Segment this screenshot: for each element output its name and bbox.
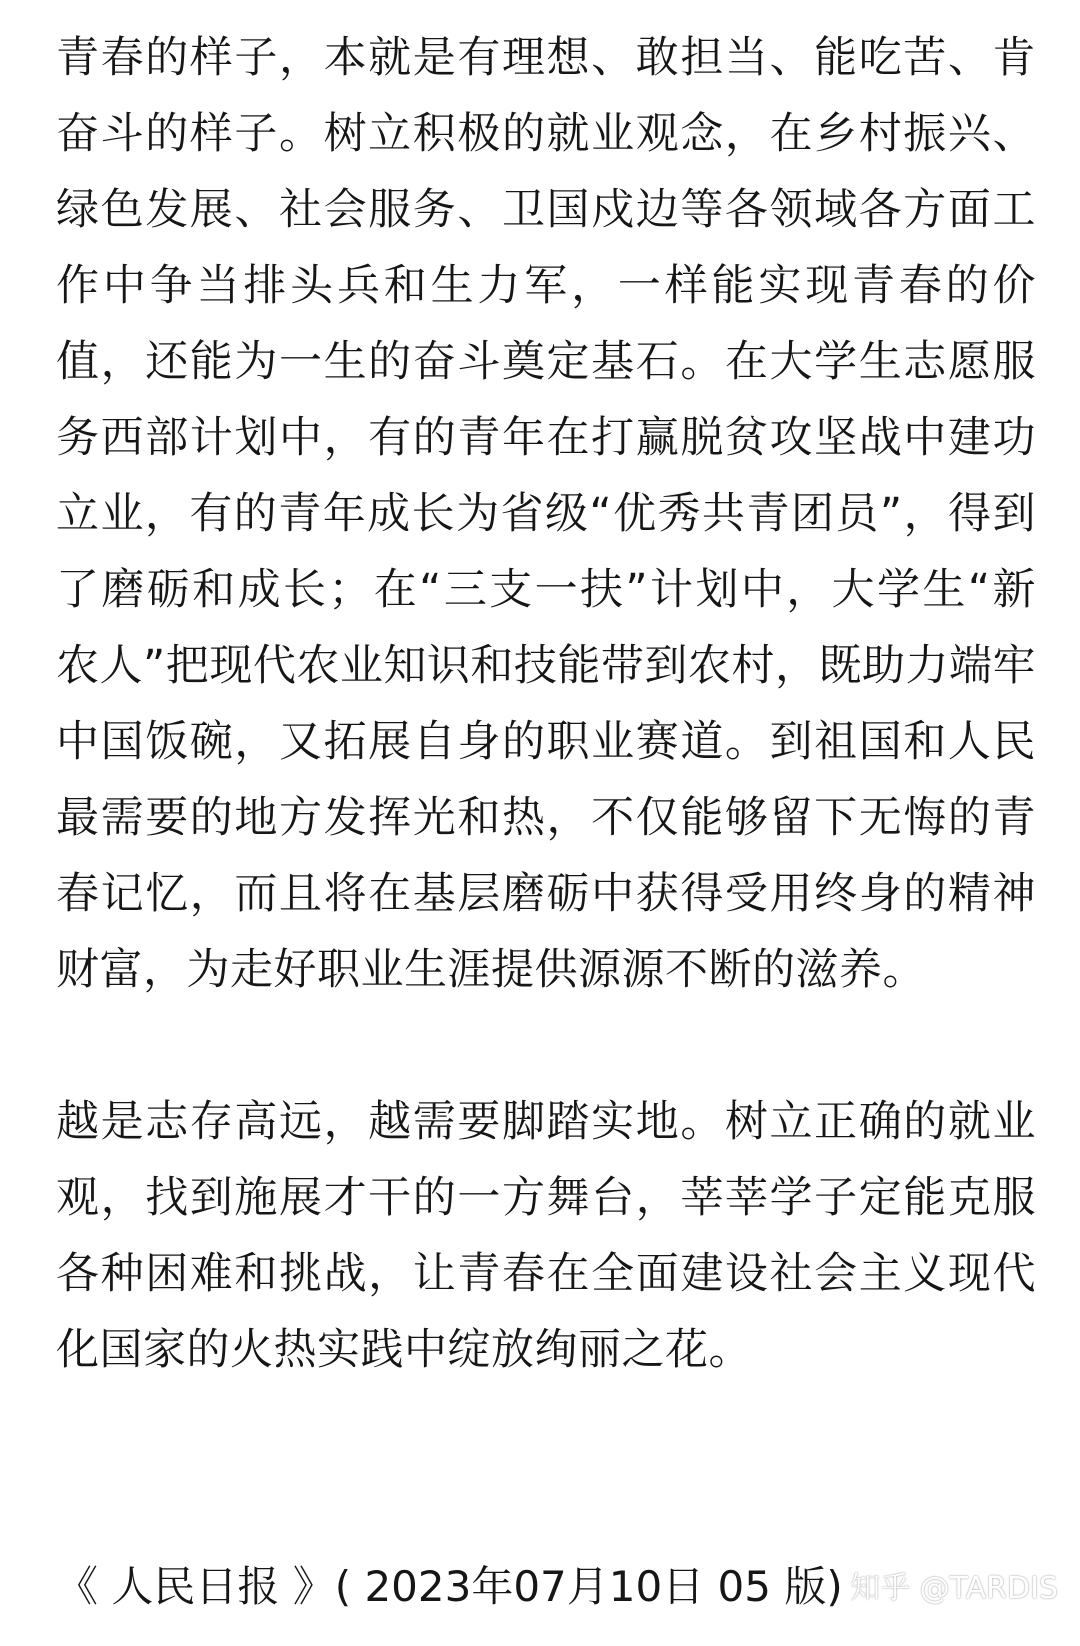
article-body <box>56 20 1036 1388</box>
article-source: 《 人民日报 》( 2023年07月10日 05 版) <box>56 1562 843 1611</box>
article-paragraph: 青春的样子，本就是有理想、敢担当、能吃苦、肯奋斗的样子。树立积极的就业观念，在乡村振兴、绿色发展、社会服务、卫国戍边等各领域各方面工作中争当排头兵和生力军，一样能实现青春的价值，还能为一生的奋斗奠定基石。在大学生志愿服务西部计划中，有的青年在打赢脱贫攻坚战中建功立业，有的青年成长为省级“优秀共青团员”，得到了磨砺和成长；在“三支一扶”计划中，大学生“新农人”把现代农业知识和技能带到农村，既助力端牢中国饭碗，又拓展自身的职业赛道。到祖国和人民最需要的地方发挥光和热，不仅能够留下无悔的青春记忆，而且将在基层磨砺中获得受用终身的精神财富，为走好职业生涯提供源源不断的滋养。 <box>56 33 1036 995</box>
article-paragraph: 越是志存高远，越需要脚踏实地。树立正确的就业观，找到施展才干的一方舞台，莘莘学子定能克服各种困难和挑战，让青春在全面建设社会主义现代化国家的火热实践中绽放绚丽之花。 <box>56 1097 1036 1375</box>
zhihu-watermark: 知乎 @TARDIS <box>850 1571 1058 1606</box>
